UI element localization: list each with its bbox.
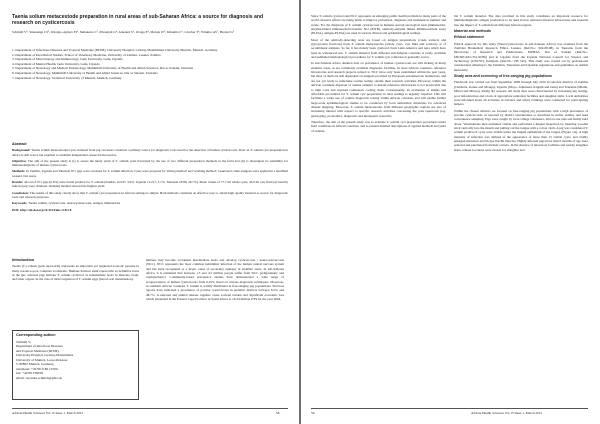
abstract-label: Methods: (12, 169, 26, 174)
affiliation-list (12, 48, 284, 80)
body-column-1 (311, 14, 446, 135)
corresponding-line: telephone: +49 89 2180 13500, (16, 366, 59, 371)
abstract-text: In Zambia, Uganda and Tanzania 671 pigs were screened for T. solium infection. Cysts were prepared by 'slicing method' and 'washing method'. Generated crude antigens were applied in a modified western blot assay. (12, 169, 289, 178)
affiliation-item: 6. Department of Neurology, Muhimbili University of Health and Allied Sciences, Dar es Salaam, Tanzania (12, 70, 158, 75)
corresponding-email[interactable]: email: veronika.schmidt@gmx.de (16, 375, 62, 380)
author-list: Schmidt V¹, Sikasunge CS², Odongo-Aginya EI³, Simukoko C², Mwanjali G⁴, Alarakol S³, Ovuga E³, Matuja W⁵, Kihamia C⁶, Löscher T¹, Winkler AS⁷, Bretzel G¹ (12, 30, 234, 34)
introduction-heading: Introduction (12, 258, 35, 262)
page-number: 58 (276, 411, 280, 415)
corresponding-line: Schmidt V, (16, 339, 31, 344)
abstract-paragraph (12, 169, 288, 178)
corresponding-line: and Tropical Medicine (DITM), (16, 348, 60, 353)
abstract-paragraph (12, 201, 288, 205)
footer-journal: African Health Sciences Vol 15 Issue 1, March 2015 (471, 411, 543, 415)
body-column-2 (454, 14, 588, 154)
footer-journal: African Health Sciences Vol 15 Issue 1, March 2015 (12, 411, 84, 415)
abstract-label: DOI: (12, 207, 20, 212)
abstract-paragraph (12, 191, 288, 200)
affiliation-item: 4. Department of Mental Health, Gulu University, Gulu, Uganda (12, 61, 100, 66)
body-paragraph: In sub-Saharan Africa detailed data on prevalence of human cysticercosis are still lacking in many endemic areas, as are commonly available diagnostic facilities. In most African countries, reference laboratories and research projects related to NCC have only been established within the past years, but most of them are still dependent on antigens provided by European and American institutions, and are not yet ready to undertake routine testing outside their research activities. However, within the African continent dispersal of routine samples to distant reference laboratories is not practicable due to high costs and required continuous cooling chain. Consequently, an evaluation of simple and affordable procedures for T. solium cyst preparation in rural settings is urgently required. This will facilitate a wider use of routine diagnostic testing within African countries and will enable further large-scale epidemiological studies to be conducted by local authorities/ ministries for advanced disease mapping. Moreover, T. solium metacestodes from different geographic regions are also of increasing interest with respect to specific research activities concerning the pork tapeworm (e.g. genotyping, proteomics, diagnostic and therapeutic research). (311, 61, 446, 118)
abstract-text: Taenia solium, cysticercosis, neurocysticercosis, antigen, immunoblot (28, 201, 121, 206)
abstract-label: Keywords: (12, 201, 28, 206)
body-paragraph: ble T. solium material. The data provided in this study constitutes an important resource for immunodiagnostic antigen production to be used in new national reference laboratories and research into the impact of T. solium from different African regions. (454, 14, 588, 27)
affiliation-item: 1. Department of Infectious Diseases and Tropical Medicine (DITM), University Hospital, Ludwig-Maximilians University Munich, Munich, Germany (12, 48, 218, 52)
affiliation-item: 5. Department of Neurology and Medical Entomology, Muhimbili University of Health and Allied Sciences, Dar es Salaam, Tanzania (12, 66, 194, 71)
abstract-paragraph (12, 208, 288, 212)
methods-heading: Material and methods (454, 29, 491, 34)
study-area-heading: Study area and screening of free-ranging pig populations (454, 74, 552, 79)
abstract-paragraph (12, 148, 288, 157)
affiliation-item: 2. Department of Paraclinical Studies, School of Veterinary Medicine, University of Zambia, Lusaka, Zambia (12, 52, 161, 57)
corresponding-author-box (12, 330, 139, 400)
abstract-label: Conclusion: (12, 190, 29, 195)
body-paragraph: Since T. solium cysticercosis/NCC represents an emerging public health problem in many parts of the world, massive efforts are being made to improve prevention, diagnosis and treatment in humans and swine. For the diagnosis of T. solium cysticercosis in humans several serological tests (immunoblot, enzyme-linked immunoelectrotransfer blot (EITB), antibody-enzyme linked immunosorbent assay (ELISA), antigen-ELISA) are used in various clinical and epidemiological settings. (311, 14, 446, 36)
affiliation-item: 3. Department of Microbiology and Immunology, Gulu University, Gulu, Uganda (12, 57, 123, 62)
right-page (301, 0, 600, 424)
abstract-paragraph (12, 180, 288, 189)
ethics-heading: Ethical statement (454, 35, 484, 40)
body-paragraph: Fieldwork was carried out from September 2009 through July 2010 in selected districts of Zambia (Chimoba, Katete and Mongu), Uganda (Moyo, Adjumani, Kitgum and Gulu) and Tanzania (Mbulu, Mbozi and Mbeya), during dry seasons. All study sites were characterized by increasing pig rearing, poor infrastructure and a lack of appropriate sanitation facilities and slaughter slabs. Local authorities were informed about all activities in advance and safety trainings were conducted for participating helpers. (454, 80, 588, 107)
introduction-text: humans may become accidental intermediate hosts and develop cysticercosis / neurocysticercosis (NCC). NCC represents the most common helminthic infection of the human central nervous system and has been recognized as a major cause of secondary epilepsy in endemic areas. In sub-Saharan Africa, it is estimated that between 1.5 and 4.5 million people suffer from NCC (symptomatic and asymptomatic). Community-based prevalence studies have demonstrated a wide range of seroprevalence of human cysticercosis from 0.45% based on various diagnostic techniques. Moreover, in southern African countries T. solium is widely distributed in free-ranging pig populations. Previous reports have indicated a prevalence of porcine cysticercosis in endemic districts between 8.2% and 46.7%. A national and animal disease together cause societal burden and significant economic loss which amounted in the Eastern Cape Province in South Africa to 19-34 million US$ for the year 2004. (146, 258, 284, 302)
left-page (0, 0, 299, 424)
body-paragraph: Most of the antibody-detecting tests are based on antigen preparations (crude extracts and glycoprotein fractions) from T. solium metacestodes (whole cysts, cyst fluid and scolices) or of recombinant antigens. So far, it has mainly been cysticerci from Latin America and Asia which have been in widespread use. T. solium material from different sub-Saharan countries is rarely available and published methodological procedures for T. solium cyst collection is generally scarce. (311, 37, 446, 60)
introduction-text: Taenia (T.) solium (pork tapeworm) represents an important yet neglected zoonotic parasite in many resource-poor countries worldwide. Humans harbour adult tapeworms as definitive hosts in the gut, whereas pigs harbour T. solium cysticerci as intermediate hosts in muscles, brain, and other organs. In the case of direct ingestion of T. solium eggs (faecal-oral transmission), (12, 264, 139, 282)
abstract-text: Taenia solium metacestodes/cysts obtained from pig carcasses constitute a primary source for diagnostic tools used for the detection of human cysticercosis. Data on T. solium cyst preparation in Africa is still scarce but required to establish independent research laboratories. (12, 148, 289, 157)
affiliation-item: 7. Department of Neurology, Technical University of Munich, Munich, Germany (12, 75, 122, 80)
doi-link[interactable]: http://dx.doi.org/10.4314/ahs.v15i1.8 (20, 207, 72, 212)
introduction-column-1 (12, 258, 139, 284)
body-paragraph: Therefore, the aim of the present study was to evaluate T. solium cyst preparation procedures under field conditions in African countries, and to present detailed descriptions of applied methods and yield of obtaina- (311, 119, 446, 133)
introduction-column-2 (146, 258, 284, 303)
abstract (12, 142, 288, 238)
abstract-text: The results of this study clearly show that T. solium cyst preparation in African settings is simple. Both methods constitute an effective way to obtain high quality material as source for diagnostic tools and research purposes. (12, 190, 289, 199)
corresponding-line: University of Munich, Leopoldstrasse (16, 357, 68, 362)
abstract-label: Background: (12, 148, 31, 153)
body-paragraph: Ethical approval for this study (Neurocysticercosis in sub-Saharan Africa) was obtained from the Zambian Biomedical Research Ethics, Lusaka, (Ref.No.: 004-08-08), in Tanzania from the Directorate of Research and Publications, MUHAS, Dar es Salaam (Ref.No.: MU/RP/AEC/Vol.XI/86) and in Uganda from the Uganda National Council for Science and Technology (UNCST), Kampala, (Ref.No.: HS 545). This study was carried out by professional veterinarians adhering to the Zambian, Tanzanian and Ugandan regulations and guidelines on animal husbandry. (454, 41, 588, 72)
abstract-text: 46 out of 671 pigs (6.9%) were found positive for T. solium (Zambia 12/247, 3.9%; Uganda 11/217, 5.1%; Tanzania 23/86, 26.7%). Mean values of 77.7 ml whole cysts, 43.0 ml cyst fluid per heavily infected pig were obtained. Washing method showed the highest yield. (12, 180, 289, 189)
abstract-text: The aim of the present study is (i) to assess the likely yield of T. solium cysts harvested by the use of two different preparation methods in the field and (ii) to investigate its suitability for immunodiagnosis of human cysticercosis. (12, 158, 289, 168)
corresponding-heading: Corresponding author: (16, 333, 57, 337)
corresponding-line: 5, 80802 Munich, Germany, (16, 362, 55, 366)
corresponding-line: fax: +49 89 336038, (16, 371, 44, 375)
corresponding-line: Department of Infectious Diseases (16, 344, 63, 348)
abstract-label: Objective: (12, 158, 27, 163)
abstract-heading: Abstract (12, 142, 27, 146)
abstract-paragraph (12, 159, 288, 168)
corresponding-line: University Hospital, Ludwig-Maximilians (16, 353, 74, 357)
page-number: 59 (311, 411, 315, 415)
article-title: Taenia solium metacestode preparation in rural areas of sub-Saharan Africa: a source for diagnosis and research on cysticercosis (12, 14, 264, 27)
footer-rule (311, 408, 588, 409)
abstract-label: Results: (12, 180, 24, 185)
body-paragraph: Within the chosen districts we focused on free-ranging pig populations with a high prevalence of porcine cysticercosis, as reported by district veterinarians or described in earlier studies, and used convenience sampling. Pigs were caught by local village volunteers, laid on one side and firmly held down. Veterinarians then examined visible and performed a lingual inspection by inserting wooden stick vertically into the mouth and pulling out the tongue with a cotton cloth. A pig was considered T. solium positive if cysts were visible under the lingual epithelium of the tongue (Figure 1A). A high intensity of infection was defined as the appearance of more than 15 visible cysts, and visibly enlarged masseters and triceps brachii muscles. Highly-infected pigs more than 6 months of age were selected and purchased from their owners. In the absence of laboratory facilities and nearby slaughter slabs, remote locations were chosen for slaughter and (454, 108, 588, 152)
footer-rule (12, 408, 288, 409)
